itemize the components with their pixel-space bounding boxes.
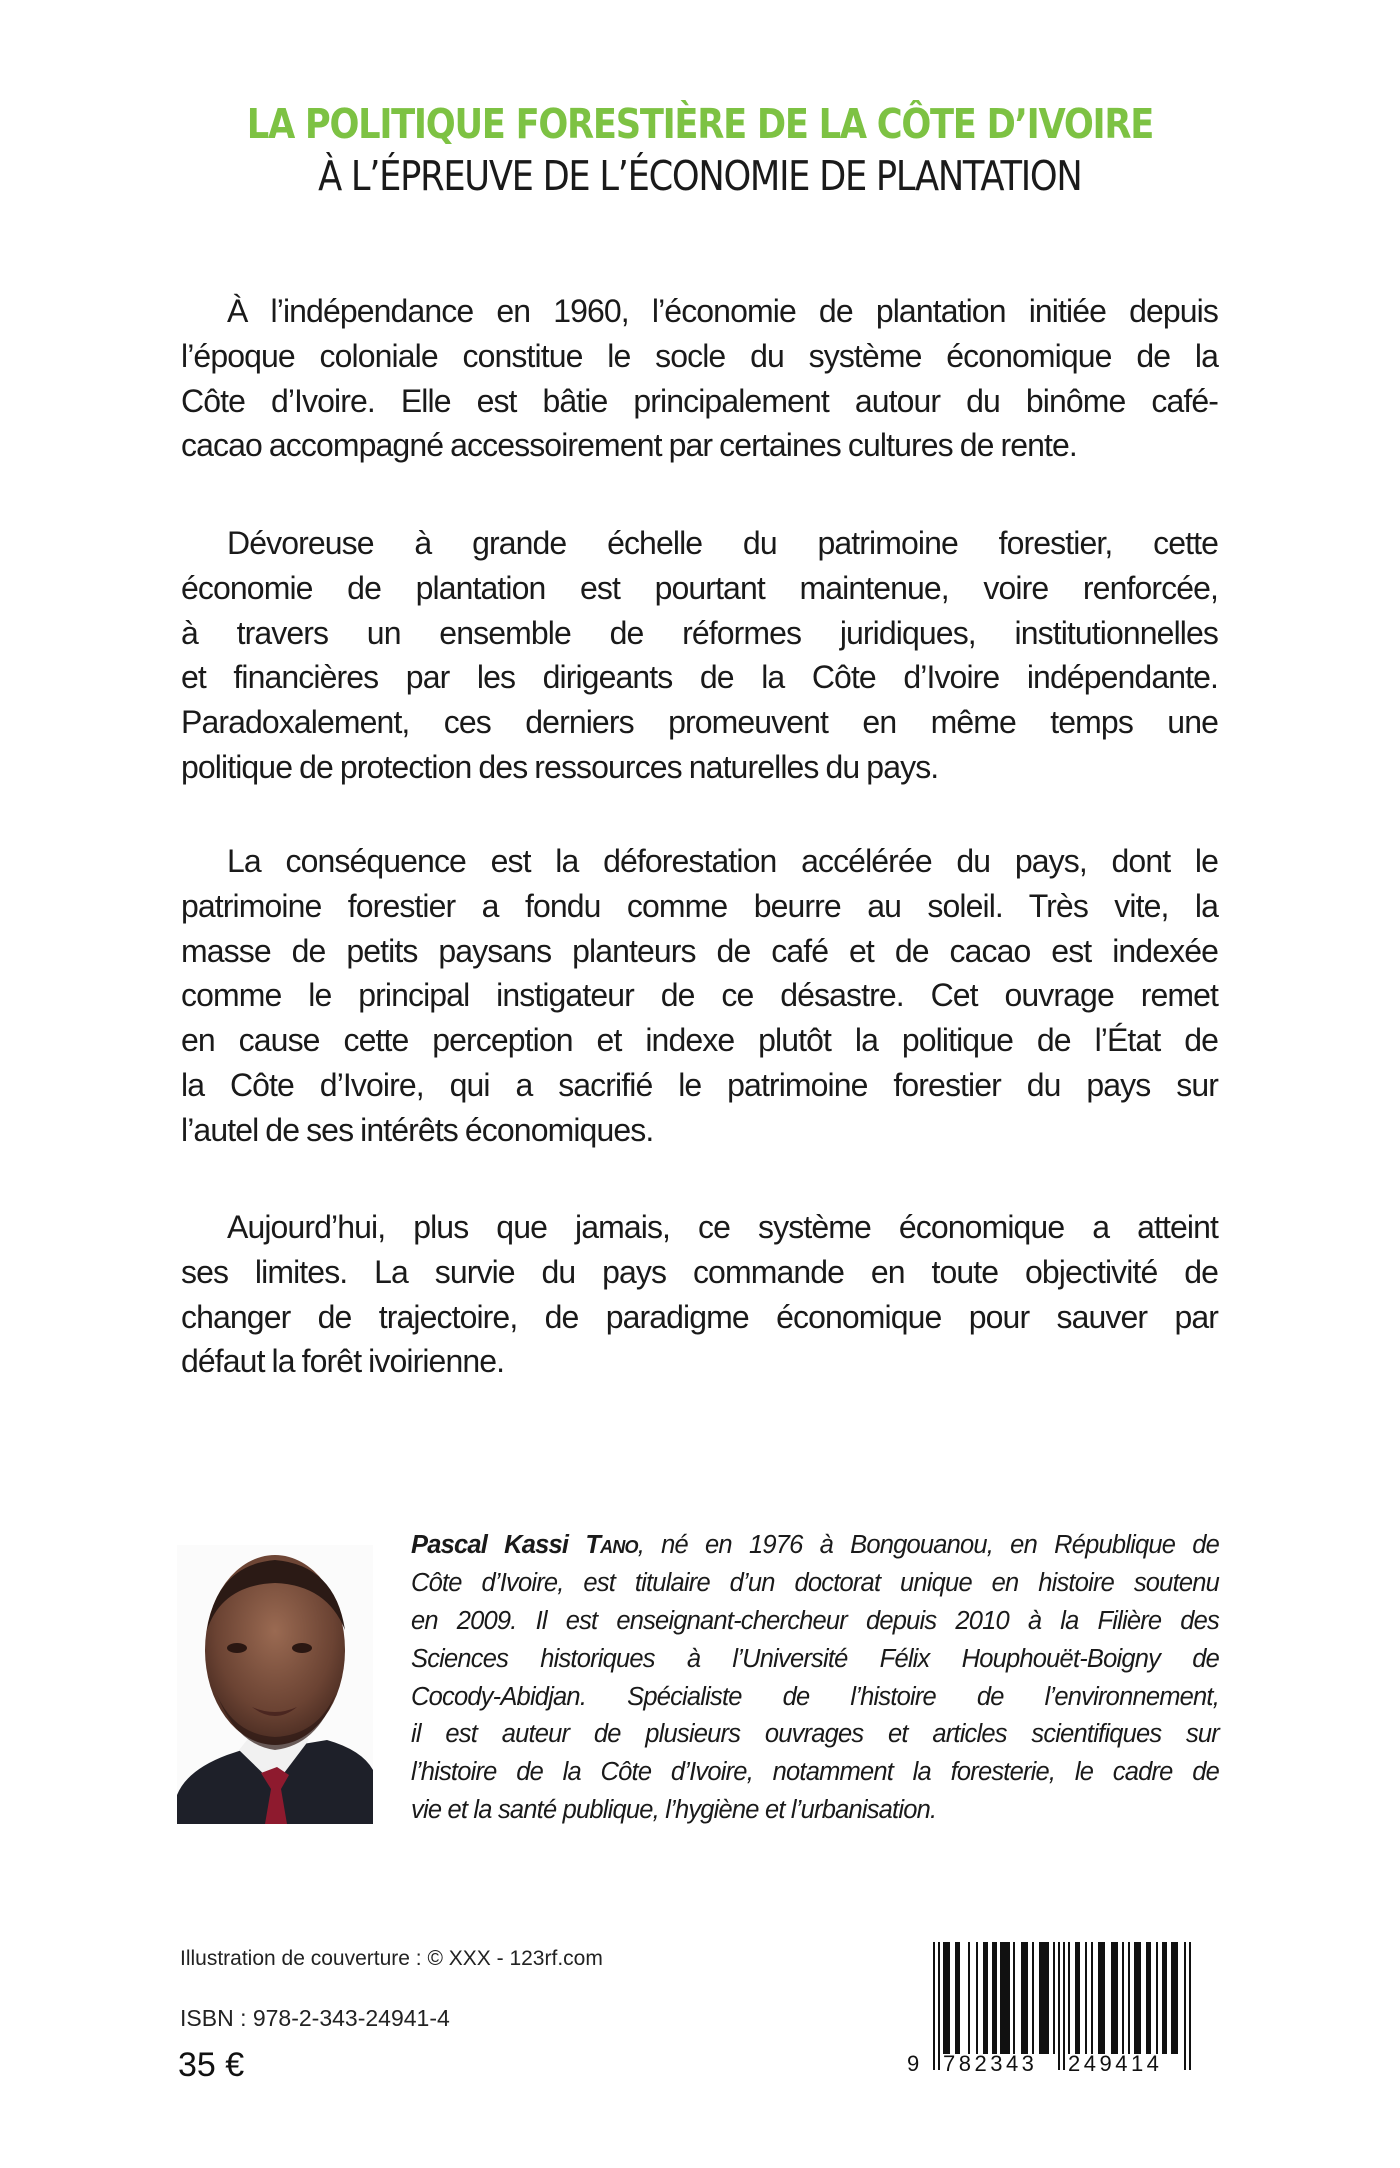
svg-text:9: 9 bbox=[907, 2051, 920, 2076]
isbn-barcode bbox=[905, 1938, 1225, 2078]
author-bio-line: vie et la santé publique, l’hygiène et l’urbanisation. bbox=[411, 1796, 937, 1825]
cover-illustration-credit: Illustration de couverture : © XXX - 123rf.com bbox=[180, 1947, 603, 1970]
text-line: Paradoxalement, ces derniers promeuvent en même temps une bbox=[181, 704, 1218, 741]
book-title: LA POLITIQUE FORESTIÈRE DE LA CÔTE D’IVOIRE bbox=[246, 100, 1154, 148]
text-line: changer de trajectoire, de paradigme économique pour sauver par bbox=[181, 1298, 1218, 1335]
text-line: la Côte d’Ivoire, qui a sacrifié le patrimoine forestier du pays sur bbox=[181, 1066, 1218, 1103]
text-line: défaut la forêt ivoirienne. bbox=[181, 1343, 505, 1380]
text-line: À l’indépendance en 1960, l’économie de plantation initiée depuis bbox=[227, 293, 1218, 329]
author-bio-line: Sciences historiques à l’Université Félix Houphouët-Boigny de bbox=[411, 1644, 1219, 1673]
author-portrait-icon bbox=[177, 1545, 373, 1824]
text-line: et financières par les dirigeants de la Côte d’Ivoire indépendante. bbox=[181, 659, 1218, 696]
author-bio-line: en 2009. Il est enseignant-chercheur depuis 2010 à la Filière des bbox=[411, 1606, 1219, 1635]
svg-text:782343: 782343 bbox=[943, 2051, 1038, 2076]
text-line: cacao accompagné accessoirement par certaines cultures de rente. bbox=[181, 427, 1077, 464]
author-bio-line: Côte d’Ivoire, est titulaire d’un doctorat unique en histoire soutenu bbox=[411, 1568, 1219, 1597]
text-line: économie de plantation est pourtant maintenue, voire renforcée, bbox=[181, 569, 1218, 606]
text-line: comme le principal instigateur de ce désastre. Cet ouvrage remet bbox=[181, 977, 1218, 1014]
text-line: à travers un ensemble de réformes juridiques, institutionnelles bbox=[181, 614, 1218, 651]
barcode-icon bbox=[905, 1938, 1225, 2078]
blurb-paragraph-2 bbox=[181, 521, 1218, 790]
author-bio-line: l’histoire de la Côte d’Ivoire, notamment la foresterie, le cadre de bbox=[411, 1758, 1219, 1787]
price: 35 € bbox=[178, 2046, 245, 2084]
blurb-paragraph-4 bbox=[181, 1205, 1218, 1384]
author-bio-line: Pascal Kassi Tano, né en 1976 à Bongouanou, en République de bbox=[411, 1531, 1219, 1559]
text-line: en cause cette perception et indexe plutôt la politique de l’État de bbox=[181, 1022, 1218, 1059]
text-line: La conséquence est la déforestation accélérée du pays, dont le bbox=[227, 843, 1218, 879]
blurb-paragraph-3 bbox=[181, 839, 1218, 1153]
author-photo bbox=[177, 1545, 373, 1824]
text-line: masse de petits paysans planteurs de café et de cacao est indexée bbox=[181, 932, 1218, 969]
author-bio-line: Cocody-Abidjan. Spécialiste de l’histoire de l’environnement, bbox=[411, 1682, 1219, 1711]
text-line: ses limites. La survie du pays commande en toute objectivité de bbox=[181, 1253, 1218, 1290]
book-subtitle: À L’ÉPREUVE DE L’ÉCONOMIE DE PLANTATION bbox=[318, 152, 1082, 200]
svg-text:249414: 249414 bbox=[1068, 2051, 1163, 2076]
isbn: ISBN : 978-2-343-24941-4 bbox=[180, 2005, 450, 2031]
text-line: Aujourd’hui, plus que jamais, ce système économique a atteint bbox=[227, 1209, 1218, 1245]
blurb-paragraph-1 bbox=[181, 289, 1218, 468]
text-line: politique de protection des ressources naturelles du pays. bbox=[181, 748, 939, 785]
text-line: Côte d’Ivoire. Elle est bâtie principalement autour du binôme café- bbox=[181, 382, 1218, 419]
author-bio-line: il est auteur de plusieurs ouvrages et articles scientifiques sur bbox=[411, 1720, 1219, 1749]
text-line: l’époque coloniale constitue le socle du système économique de la bbox=[181, 337, 1218, 374]
author-name: Pascal Kassi Tano bbox=[411, 1531, 638, 1559]
text-line: l’autel de ses intérêts économiques. bbox=[181, 1111, 654, 1148]
text-line: Dévoreuse à grande échelle du patrimoine forestier, cette bbox=[227, 525, 1218, 561]
author-bio bbox=[411, 1527, 1219, 1830]
text-line: patrimoine forestier a fondu comme beurre au soleil. Très vite, la bbox=[181, 887, 1218, 924]
